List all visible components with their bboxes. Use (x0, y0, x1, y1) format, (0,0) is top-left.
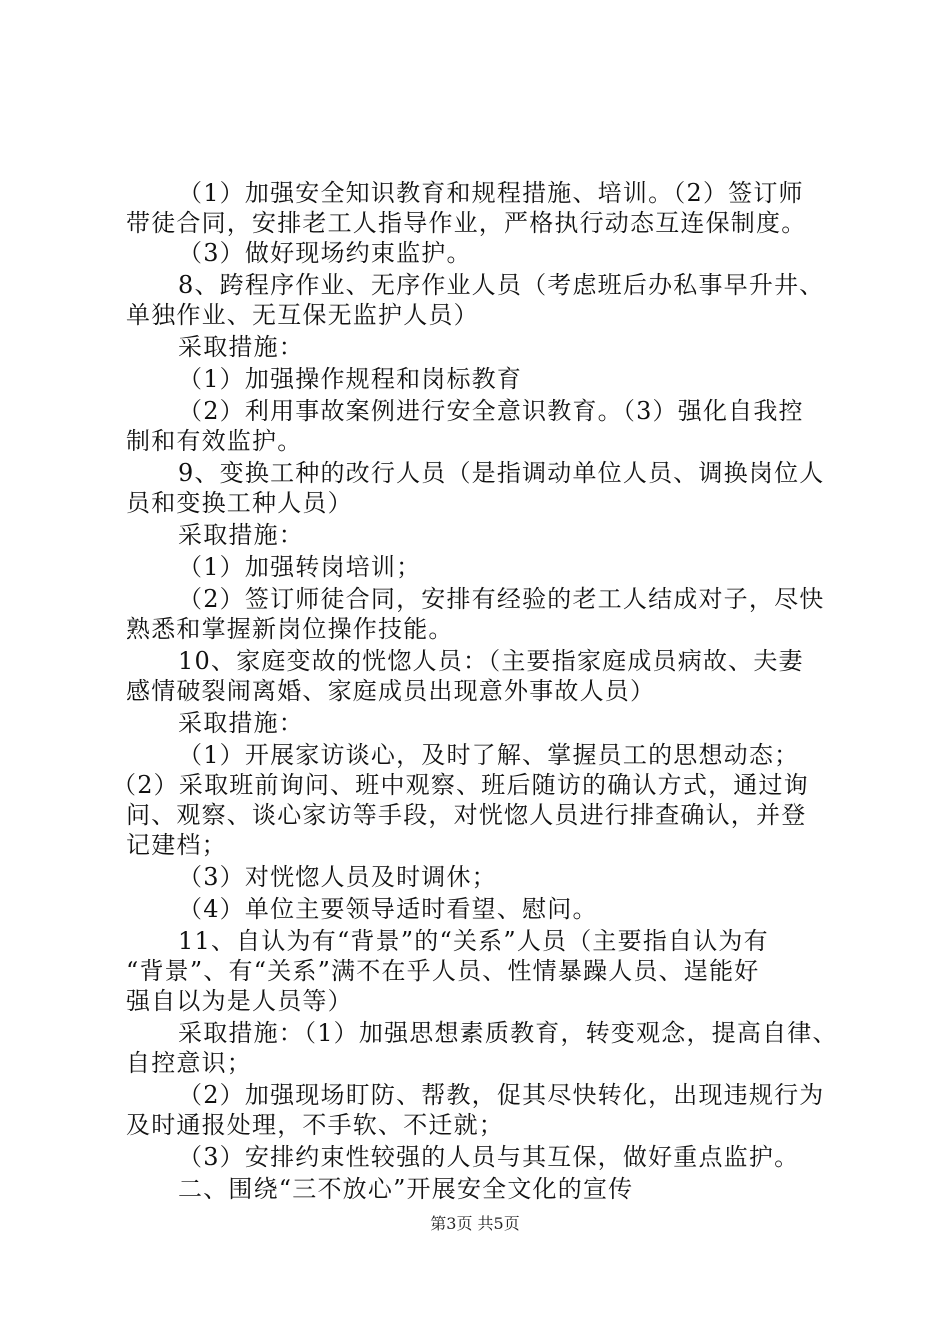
page-number-footer: 第3页 共5页 (430, 1214, 520, 1233)
text-line: “背景”、有“关系”满不在乎人员、性情暴躁人员、逞能好 (126, 957, 760, 985)
text-line: 11、自认为有“背景”的“关系”人员（主要指自认为有 (178, 927, 769, 955)
text-line: （3）安排约束性较强的人员与其互保，做好重点监护。 (178, 1143, 800, 1171)
text-line: 员和变换工种人员） (126, 489, 353, 517)
text-line: （2）签订师徒合同，安排有经验的老工人结成对子，尽快 (178, 585, 825, 613)
text-line: 10、家庭变故的恍惚人员：（主要指家庭成员病故、夫妻 (178, 647, 804, 675)
text-line: 感情破裂闹离婚、家庭成员出现意外事故人员） (126, 677, 656, 705)
text-line: （4）单位主要领导适时看望、慰问。 (178, 895, 598, 923)
text-line: 采取措施： (178, 521, 304, 549)
text-line: 9、变换工种的改行人员（是指调动单位人员、调换岗位人 (178, 459, 825, 487)
text-line: 记建档； (126, 831, 227, 859)
text-line: 熟悉和掌握新岗位操作技能。 (126, 615, 454, 643)
text-line: 采取措施： (178, 709, 304, 737)
text-line: （3）对恍惚人员及时调休； (178, 863, 497, 891)
text-line: 强自以为是人员等） (126, 987, 353, 1015)
text-line: 8、跨程序作业、无序作业人员（考虑班后办私事早升井、 (178, 271, 825, 299)
text-line: 制和有效监护。 (126, 427, 303, 455)
text-line: （3）做好现场约束监护。 (178, 239, 472, 267)
text-line: 单独作业、无互保无监护人员） (126, 301, 479, 329)
text-line: 及时通报处理，不手软、不迁就； (126, 1111, 504, 1139)
text-line: 带徒合同，安排老工人指导作业，严格执行动态互连保制度。 (126, 209, 807, 237)
text-line: （1）开展家访谈心，及时了解、掌握员工的思想动态； (178, 741, 800, 769)
text-line: （1）加强转岗培训； (178, 553, 422, 581)
text-line: （1）加强安全知识教育和规程措施、培训。（2）签订师 (178, 179, 804, 207)
text-line: （2）采取班前询问、班中观察、班后随访的确认方式，通过询 (112, 771, 809, 799)
text-line: 问、观察、谈心家访等手段，对恍惚人员进行排查确认，并登 (126, 801, 807, 829)
text-line: 自控意识； (126, 1049, 252, 1077)
text-line: 采取措施：（1）加强思想素质教育，转变观念，提高自律、 (178, 1019, 838, 1047)
text-line: （2）利用事故案例进行安全意识教育。（3）强化自我控 (178, 397, 804, 425)
text-line: 二、围绕“三不放心”开展安全文化的宣传 (178, 1175, 634, 1203)
text-line: （1）加强操作规程和岗标教育 (178, 365, 523, 393)
text-line: （2）加强现场盯防、帮教，促其尽快转化，出现违规行为 (178, 1081, 825, 1109)
text-line: 采取措施： (178, 333, 304, 361)
